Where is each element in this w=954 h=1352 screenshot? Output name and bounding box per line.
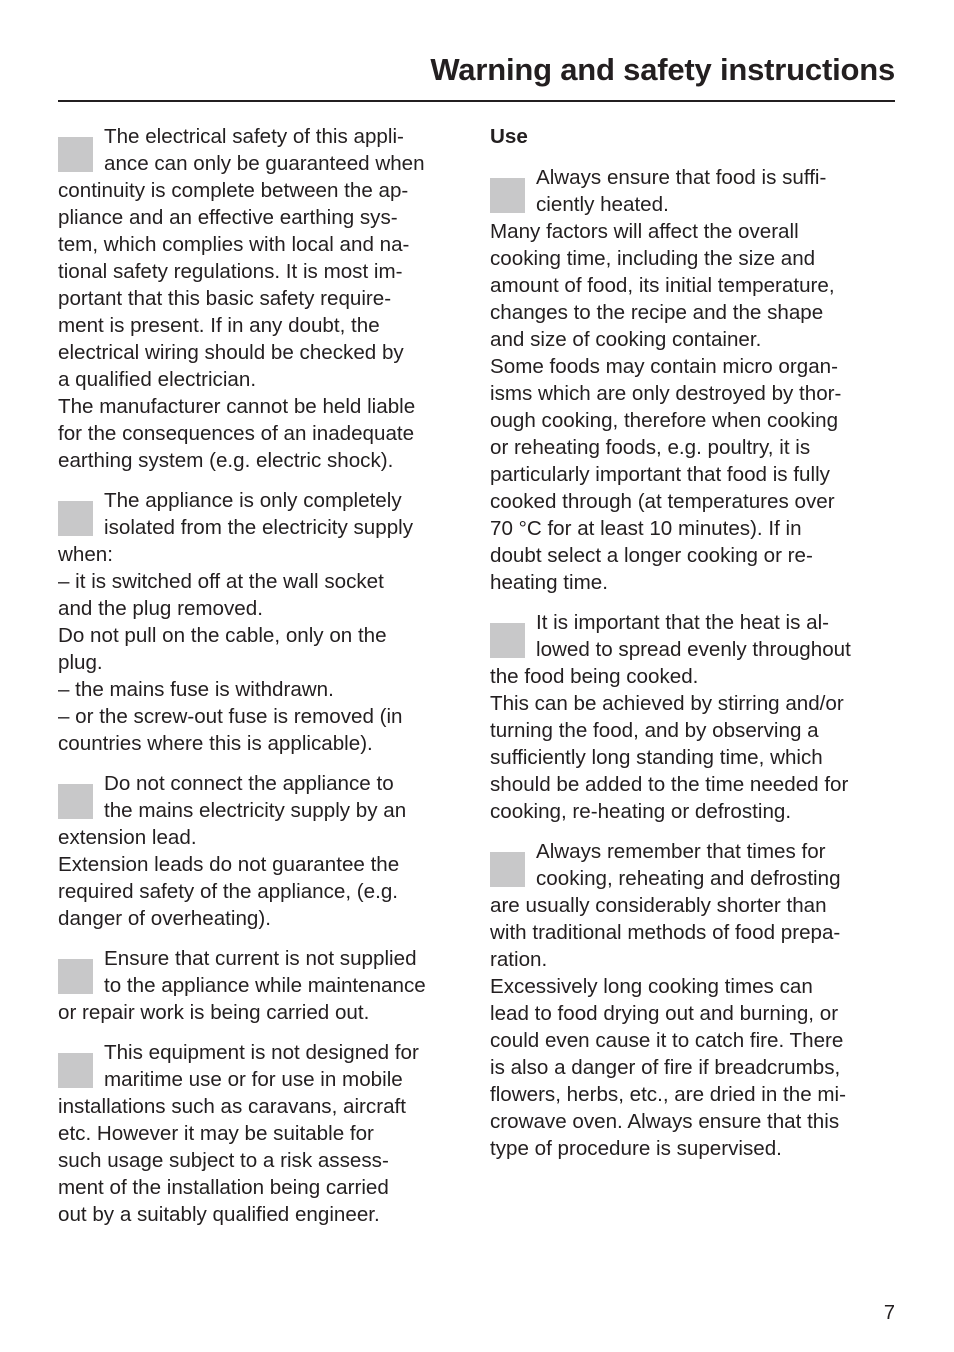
text-line: for the consequences of an inadequate [58,422,415,445]
text-line: when: [58,543,113,566]
text-line: or repair work is being carried out. [58,1001,370,1024]
text-line: ration. [490,948,548,971]
text-line: is also a danger of fire if breadcrumbs, [490,1056,841,1079]
text-line: The electrical safety of this appli- [104,125,404,148]
text-line: – the mains fuse is withdrawn. [58,678,334,701]
text-line: required safety of the appliance, (e.g. [58,880,399,903]
text-line: such usage subject to a risk assess- [58,1149,389,1172]
text-line: extension lead. [58,826,197,849]
warning-paragraph [58,1039,466,1228]
warning-marker-icon [490,623,525,658]
warning-paragraph [58,487,466,757]
text-line: The manufacturer cannot be held liable [58,395,416,418]
warning-marker-icon [58,784,93,819]
text-line: cooked through (at temperatures over [490,490,835,513]
text-line: ough cooking, therefore when cooking [490,409,839,432]
text-line: isms which are only destroyed by thor- [490,382,842,405]
warning-marker-icon [58,959,93,994]
text-line: type of procedure is supervised. [490,1137,782,1160]
text-line: plug. [58,651,103,674]
text-line: maritime use or for use in mobile [104,1068,403,1091]
text-line: out by a suitably qualified engineer. [58,1203,380,1226]
text-line: 70 °C for at least 10 minutes). If in [490,517,802,540]
warning-marker-icon [58,1053,93,1088]
text-line: ance can only be guaranteed when [104,152,425,175]
text-line: tem, which complies with local and na- [58,233,410,256]
text-line: electrical wiring should be checked by [58,341,404,364]
warning-paragraph [58,123,466,474]
text-line: This equipment is not designed for [104,1041,419,1064]
title-divider [58,100,895,102]
text-line: countries where this is applicable). [58,732,373,755]
section-heading-use: Use [490,125,528,148]
left-column [58,123,466,1241]
text-line: and size of cooking container. [490,328,762,351]
text-line: cooking time, including the size and [490,247,816,270]
text-line: with traditional methods of food prepa- [490,921,841,944]
warning-paragraph [490,609,898,825]
text-line: This can be achieved by stirring and/or [490,692,844,715]
text-line: Ensure that current is not supplied [104,947,417,970]
text-line: Do not connect the appliance to [104,772,394,795]
text-line: and the plug removed. [58,597,263,620]
text-line: cooking, re-heating or defrosting. [490,800,792,823]
text-line: should be added to the time needed for [490,773,849,796]
text-line: etc. However it may be suitable for [58,1122,374,1145]
text-line: lead to food drying out and burning, or [490,1002,839,1025]
text-line: a qualified electrician. [58,368,257,391]
warning-paragraph [490,164,898,596]
text-line: sufficiently long standing time, which [490,746,823,769]
text-line: amount of food, its initial temperature, [490,274,835,297]
text-line: – it is switched off at the wall socket [58,570,384,593]
text-line: could even cause it to catch fire. There [490,1029,844,1052]
text-line: cooking, reheating and defrosting [536,867,841,890]
text-line: doubt select a longer cooking or re- [490,544,813,567]
text-line: pliance and an effective earthing sys- [58,206,398,229]
warning-marker-icon [58,137,93,172]
warning-paragraph [490,838,898,1162]
text-line: ciently heated. [536,193,669,216]
text-line: ment of the installation being carried [58,1176,389,1199]
text-line: particularly important that food is fully [490,463,830,486]
text-line: Always remember that times for [536,840,826,863]
text-line: tional safety regulations. It is most im- [58,260,403,283]
page-number: 7 [883,1302,895,1324]
warning-marker-icon [490,178,525,213]
text-line: are usually considerably shorter than [490,894,827,917]
warning-paragraph [58,770,466,932]
text-line: Excessively long cooking times can [490,975,813,998]
text-line: ment is present. If in any doubt, the [58,314,380,337]
page-title: Warning and safety instructions [430,52,895,87]
text-line: It is important that the heat is al- [536,611,830,634]
text-line: The appliance is only completely [104,489,402,512]
text-line: changes to the recipe and the shape [490,301,824,324]
warning-marker-icon [490,852,525,887]
text-line: Always ensure that food is suffi- [536,166,827,189]
text-line: Extension leads do not guarantee the [58,853,400,876]
text-line: – or the screw-out fuse is removed (in [58,705,403,728]
text-line: lowed to spread evenly throughout [536,638,851,661]
text-line: Many factors will affect the overall [490,220,799,243]
text-line: crowave oven. Always ensure that this [490,1110,840,1133]
warning-paragraph [58,945,466,1026]
text-line: isolated from the electricity supply [104,516,414,539]
text-line: the mains electricity supply by an [104,799,407,822]
text-line: the food being cooked. [490,665,699,688]
right-column [490,123,898,1175]
text-line: danger of overheating). [58,907,271,930]
text-line: installations such as caravans, aircraft [58,1095,406,1118]
text-line: portant that this basic safety require- [58,287,392,310]
text-line: Some foods may contain micro organ- [490,355,838,378]
warning-marker-icon [58,501,93,536]
text-line: to the appliance while maintenance [104,974,426,997]
text-line: heating time. [490,571,608,594]
text-line: turning the food, and by observing a [490,719,819,742]
text-line: Do not pull on the cable, only on the [58,624,387,647]
text-line: or reheating foods, e.g. poultry, it is [490,436,811,459]
text-line: flowers, herbs, etc., are dried in the mi- [490,1083,846,1106]
text-line: continuity is complete between the ap- [58,179,409,202]
text-line: earthing system (e.g. electric shock). [58,449,394,472]
